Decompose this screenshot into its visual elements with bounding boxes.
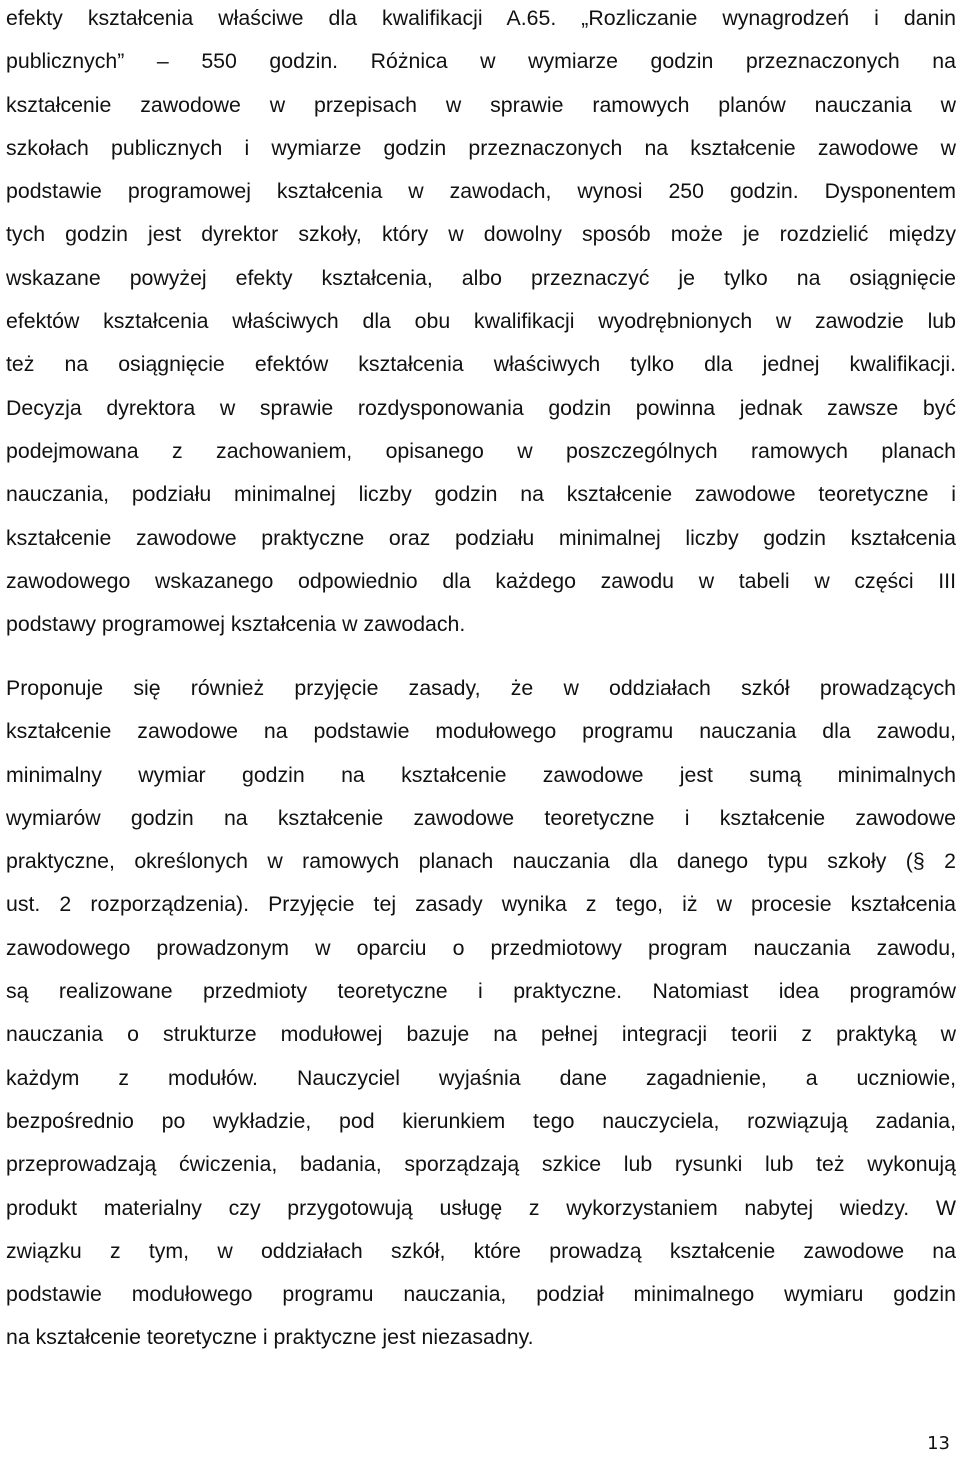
- text-line: każdym z modułów. Nauczyciel wyjaśnia dane zagadnienie, a uczniowie,: [6, 1065, 956, 1090]
- text-line: przeprowadzają ćwiczenia, badania, sporządzają szkice lub rysunki lub też wykonują: [6, 1152, 956, 1177]
- text-line: efektów kształcenia właściwych dla obu kwalifikacji wyodrębnionych w zawodzie lub: [6, 309, 956, 334]
- text-line: Proponuje się również przyjęcie zasady, że w oddziałach szkół prowadzących: [6, 676, 956, 700]
- text-line: bezpośrednio po wykładzie, pod kierunkiem tego nauczyciela, rozwiązują zadania,: [6, 1108, 956, 1133]
- text-line: podejmowana z zachowaniem, opisanego w poszczególnych ramowych planach: [6, 438, 956, 463]
- text-line: minimalny wymiar godzin na kształcenie zawodowe jest sumą minimalnych: [6, 762, 956, 787]
- text-line: publicznych” – 550 godzin. Różnica w wymiarze godzin przeznaczonych na: [6, 49, 956, 74]
- text-line: efekty kształcenia właściwe dla kwalifikacji A.65. „Rozliczanie wynagrodzeń i danin: [6, 6, 956, 30]
- paragraph-1: [6, 0, 956, 646]
- text-line: wskazane powyżej efekty kształcenia, albo przeznaczyć je tylko na osiągnięcie: [6, 265, 956, 290]
- text-line: szkołach publicznych i wymiarze godzin przeznaczonych na kształcenie zawodowe w: [6, 135, 956, 160]
- text-line: ust. 2 rozporządzenia). Przyjęcie tej zasady wynika z tego, iż w procesie kształcenia: [6, 892, 956, 917]
- text-line: podstawy programowej kształcenia w zawodach.: [6, 612, 466, 637]
- text-line: zawodowego wskazanego odpowiednio dla każdego zawodu w tabeli w części III: [6, 568, 956, 593]
- page-number: 13: [927, 1433, 950, 1454]
- paragraph-2: [6, 667, 956, 1360]
- document-page: [6, 0, 956, 1460]
- text-line: nauczania o strukturze modułowej bazuje na pełnej integracji teorii z praktyką w: [6, 1022, 956, 1047]
- text-line: związku z tym, w oddziałach szkół, które prowadzą kształcenie zawodowe na: [6, 1238, 956, 1263]
- text-line: podstawie modułowego programu nauczania, podział minimalnego wymiaru godzin: [6, 1282, 956, 1307]
- text-line: też na osiągnięcie efektów kształcenia właściwych tylko dla jednej kwalifikacji.: [6, 352, 956, 377]
- text-line: tych godzin jest dyrektor szkoły, który w dowolny sposób może je rozdzielić między: [6, 222, 956, 247]
- text-line: nauczania, podziału minimalnej liczby godzin na kształcenie zawodowe teoretyczne i: [6, 482, 956, 507]
- text-line: kształcenie zawodowe w przepisach w sprawie ramowych planów nauczania w: [6, 92, 956, 117]
- text-line: kształcenie zawodowe na podstawie modułowego programu nauczania dla zawodu,: [6, 719, 956, 744]
- text-line: są realizowane przedmioty teoretyczne i praktyczne. Natomiast idea programów: [6, 979, 956, 1004]
- text-line: Decyzja dyrektora w sprawie rozdysponowania godzin powinna jednak zawsze być: [6, 395, 956, 420]
- text-line: praktyczne, określonych w ramowych planach nauczania dla danego typu szkoły (§ 2: [6, 849, 956, 874]
- text-line: kształcenie zawodowe praktyczne oraz podziału minimalnej liczby godzin kształcenia: [6, 525, 956, 550]
- text-line: na kształcenie teoretyczne i praktyczne jest niezasadny.: [6, 1325, 534, 1350]
- text-line: zawodowego prowadzonym w oparciu o przedmiotowy program nauczania zawodu,: [6, 935, 956, 960]
- text-line: wymiarów godzin na kształcenie zawodowe teoretyczne i kształcenie zawodowe: [6, 805, 956, 830]
- text-line: podstawie programowej kształcenia w zawodach, wynosi 250 godzin. Dysponentem: [6, 179, 956, 204]
- text-line: produkt materialny czy przygotowują usługę z wykorzystaniem nabytej wiedzy. W: [6, 1195, 956, 1220]
